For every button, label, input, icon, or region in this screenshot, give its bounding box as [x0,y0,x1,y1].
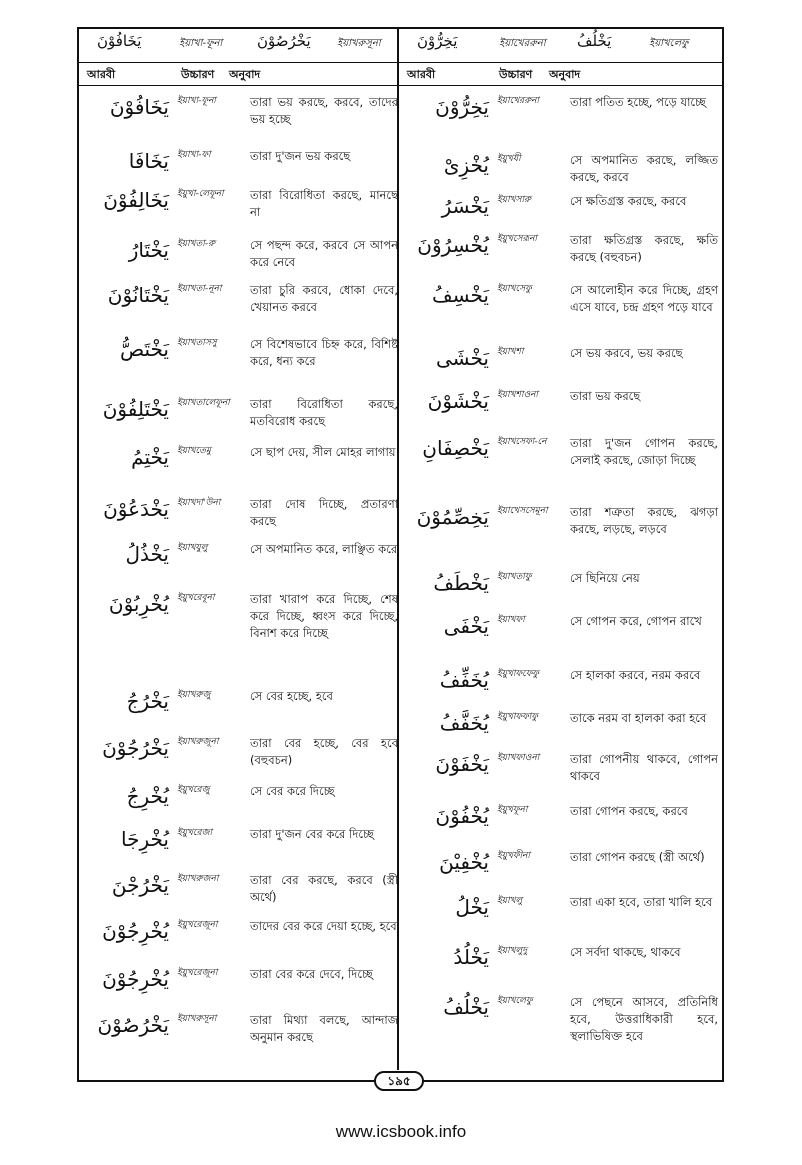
entry-pronunciation: ইয়াখরুজু [177,690,211,700]
entry-arabic: يُخْرِجُوْنَ [102,967,169,991]
entry-meaning: সে অপমানিত করছে, লজ্জিত করছে, করবে [570,153,718,184]
entry-pronunciation: ইয়াখরুসূনা [177,1014,217,1024]
entry-pronunciation: ইয়ুখফূনা [497,805,528,815]
running-header-word1-pron: ইয়াখেররুনা [499,38,546,49]
entry-meaning: তারা ভয় করছে, করবে, তাদের ভয় হচ্ছে [250,95,398,126]
entry-pronunciation: ইয়াখফা [497,615,525,625]
entry-arabic: يَخْلُدُ [453,945,489,969]
entry-arabic: يَخْتَلِفُوْنَ [102,397,169,421]
entry-pronunciation: ইয়ুখরেজূনা [177,920,218,930]
column-header-left [79,62,401,86]
running-header-left [79,27,401,62]
entry-pronunciation: ইয়াখতাসসু [177,338,217,348]
entry-pronunciation: ইয়াখেররুনা [497,96,539,106]
running-header-right [399,27,721,62]
entry-pronunciation: ইয়াখলেফু [497,996,533,1006]
entry-meaning: তারা বের হচ্ছে, বের হবে (বহুবচন) [250,736,398,767]
entry-arabic: يَخْدَعُوْنَ [103,497,169,521]
entry-pronunciation: ইয়ুখাফফেফু [497,669,539,679]
entry-pronunciation: ইয়ুখাফফাফু [497,712,538,722]
entry-arabic: يُخْرِجَا [121,827,169,851]
entry-pronunciation: ইয়াখেসসেমূনা [497,506,548,516]
running-header-word1-pron: ইয়াখা-ফূনা [179,38,223,49]
right-column [399,27,721,1043]
entry-meaning: তারা বের করছে, করবে (স্ত্রী অর্থে) [250,873,398,904]
entry-meaning: সে আলোহীন করে দিচ্ছে, গ্রহণ এসে যাবে, চন্দ্র গ্রহণ পড়ে যাবে [570,283,718,314]
entry-arabic: يَخْفَى [443,614,489,638]
entry-pronunciation: ইয়াখতাফু [497,572,532,582]
column-header-meaning: অনুবাদ [229,68,261,81]
entry-pronunciation: ইয়াখশাওনা [497,390,539,400]
entry-arabic: يُخْرِجُ [126,784,169,808]
column-header-right [399,62,721,86]
entry-arabic: يَخْسَرُ [441,194,489,218]
entry-meaning: সে বিশেষভাবে চিহ্ন করে, বিশিষ্ট করে, ধন্য করে [250,337,398,368]
entry-arabic: يَخْتَانُوْنَ [107,283,169,307]
entry-pronunciation: ইয়ুখরেজূনা [177,968,218,978]
entry-meaning: তারা গোপন করছে (স্ত্রী অর্থে) [570,850,705,864]
entry-pronunciation: ইয়ুখরেজা [177,828,213,838]
entry-pronunciation: ইয়াখতা-নূনা [177,284,222,294]
entry-arabic: يَخْفَوْنَ [435,752,489,776]
entry-pronunciation: ইয়াখতা-রু [177,239,216,249]
entry-arabic: يَخْذُلُ [125,542,169,566]
entry-arabic: يَخْسِفُ [431,283,489,307]
column-header-pronunciation: উচ্চারণ [181,68,215,81]
entry-meaning: তারা বিরোধিতা করছে, মতবিরোধ করছে [250,397,398,428]
entry-meaning: তারা দু'জন বের করে দিচ্ছে [250,827,374,841]
column-header-arabic: আরবী [407,68,436,81]
entry-arabic: يَخْتَصُّ [119,337,169,361]
entry-arabic: يَخْتِمُ [131,445,169,469]
entry-meaning: সে পেছনে আসবে, প্রতিনিধি হবে, উত্তরাধিকারী হবে, স্থলাভিষিক্ত হবে [570,995,718,1043]
entry-pronunciation: ইয়াখদা'উনা [177,498,221,508]
entry-meaning: তারা একা হবে, তারা খালি হবে [570,895,713,909]
entry-pronunciation: ইয়ুখযী [497,154,521,164]
entry-arabic: يَخِرُّوْنَ [435,95,489,119]
entry-pronunciation: ইয়াখযুলু [177,543,208,553]
entry-arabic: يَخْرُجُوْنَ [102,736,169,760]
entry-meaning: তারা মিথ্যা বলছে, আন্দাজ অনুমান করছে [250,1013,398,1044]
entry-arabic: يُخْرِجُوْنَ [102,919,169,943]
entry-pronunciation: ইয়াখফাওনা [497,753,540,763]
entry-meaning: তারা খারাপ করে দিচ্ছে, শেষ করে দিচ্ছে, ধ্বংস করে দিচ্ছে, বিনাশ করে দিচ্ছে [250,592,398,640]
entry-pronunciation: ইয়ুখফীনা [497,851,531,861]
entry-meaning: তারা পতিত হচ্ছে, পড়ে যাচ্ছে [570,95,706,109]
entry-meaning: তারা চুরি করবে, ধোকা দেবে, খেয়ানত করবে [250,283,398,314]
entry-arabic: يَخْشَوْنَ [427,389,489,413]
entry-pronunciation: ইয়াখতেমু [177,446,211,456]
entry-meaning: তারা গোপন করছে, করবে [570,804,688,818]
entry-meaning: সে অপমানিত করে, লাঞ্ছিত করে [250,542,398,556]
entry-pronunciation: ইয়াখলু [497,896,523,906]
entry-pronunciation: ইয়াখসেফা-নে [497,437,547,447]
entry-meaning: সে ছিনিয়ে নেয় [570,571,640,585]
entry-meaning: তাকে নরম বা হালকা করা হবে [570,711,707,725]
entry-meaning: সে ক্ষতিগ্রস্ত করছে, করবে [570,194,687,208]
entry-arabic: يُخْرِبُوْنَ [108,592,169,616]
column-header-arabic: আরবী [87,68,116,81]
entry-meaning: সে ছাপ দেয়, সীল মোহর লাগায় [250,445,396,459]
entry-meaning: তাদের বের করে দেয়া হচ্ছে, হবে [250,919,397,933]
entry-pronunciation: ইয়ুখা-লেফূনা [177,189,224,199]
running-header-word1-arabic: يَخَافُوْنَ [97,32,142,50]
entry-pronunciation: ইয়ুখরেজু [177,785,210,795]
footer-url: www.icsbook.info [335,1122,467,1141]
entry-arabic: يَخْرُصُوْنَ [97,1013,169,1037]
entry-meaning: তারা দোষ দিচ্ছে, প্রতারণা করছে [250,497,398,528]
entry-pronunciation: ইয়াখরুজনা [177,874,219,884]
running-header-word2-pron: ইয়াখলেফু [649,38,689,49]
entry-meaning: তারা শত্রুতা করছে, ঝগড়া করছে, লড়ছে, লড়বে [570,505,718,536]
entry-arabic: يَخَالِفُوْنَ [103,188,169,212]
entry-arabic: يُخْفِيْنَ [439,850,489,874]
entry-meaning: তারা ভয় করছে [570,389,641,403]
entry-pronunciation: ইয়াখশা [497,347,524,357]
entry-arabic: يَخَافُوْنَ [109,95,169,119]
entry-arabic: يَخْلُفُ [443,995,489,1019]
entry-arabic: يَخْرُجُ [126,689,169,713]
column-header-pronunciation: উচ্চারণ [499,68,533,81]
entry-arabic: يَخَافَا [128,149,169,173]
entry-arabic: يَخْشَى [436,346,489,370]
entry-meaning: তারা ক্ষতিগ্রস্ত করছে, ক্ষতি করছে (বহুবচন) [570,233,718,264]
entry-pronunciation: ইয়াখতালেফূনা [177,398,230,408]
entry-meaning: তারা দু'জন ভয় করছে [250,149,351,163]
entry-pronunciation: ইয়ুখরেবূনা [177,593,215,603]
entry-pronunciation: ইয়াখসারু [497,195,531,205]
entry-meaning: তারা বিরোধিতা করছে, মানছে না [250,188,398,219]
entry-pronunciation: ইয়াখা-ফূনা [177,96,216,106]
entry-meaning: তারা গোপনীয় থাকবে, গোপন থাকবে [570,752,718,783]
entry-arabic: يَخْلُ [455,895,489,919]
entry-arabic: يَخْتَارُ [128,238,169,262]
entry-meaning: সে পছন্দ করে, করবে সে আপন করে নেবে [250,238,398,269]
entry-arabic: يُخْسِرُوْنَ [417,233,489,257]
entry-meaning: সে বের হচ্ছে, হবে [250,689,333,703]
entry-pronunciation: ইয়াখসেফু [497,284,532,294]
entry-pronunciation: ইয়াখা-ফা [177,150,211,160]
entry-pronunciation: ইয়ুখসেরূনা [497,234,537,244]
entry-arabic: يُخْفُوْنَ [435,804,489,828]
running-header-word1-arabic: يَخِرُّوْنَ [417,32,458,50]
entry-pronunciation: ইয়াখলুদু [497,946,527,956]
entry-meaning: সে ভয় করবে, ভয় করছে [570,346,683,360]
entry-arabic: يَخِصِّمُوْنَ [416,505,489,529]
entry-meaning: সে বের করে দিচ্ছে [250,784,335,798]
entry-arabic: يُخَفِّفُ [439,668,489,692]
entry-pronunciation: ইয়াখরুজূনা [177,737,219,747]
entry-meaning: তারা বের করে দেবে, দিচ্ছে [250,967,373,981]
entry-arabic: يُخْزِىْ [443,153,489,177]
entry-meaning: তারা দু'জন গোপন করছে, সেলাই করছে, জোড়া দিচ্ছে [570,436,718,467]
entry-arabic: يُخَفَّفُ [439,711,489,735]
entry-arabic: يَخْطَفُ [433,571,489,595]
running-header-word2-arabic: يَخْلُفُ [577,32,612,50]
entry-meaning: সে সর্বদা থাকছে, থাকবে [570,945,681,959]
entry-arabic: يَخْصِفَانِ [422,436,489,460]
entry-meaning: সে হালকা করবে, নরম করবে [570,668,701,682]
column-header-meaning: অনুবাদ [549,68,581,81]
page-number: ১৯৫ [374,1071,424,1091]
running-header-word2-arabic: يَخْرُصُوْنَ [257,32,311,50]
running-header-word2-pron: ইয়াখরুসূনা [337,38,381,49]
entry-meaning: সে গোপন করে, গোপন রাখে [570,614,702,628]
entry-arabic: يَخْرُجْنَ [111,873,169,897]
left-column [79,27,401,1044]
